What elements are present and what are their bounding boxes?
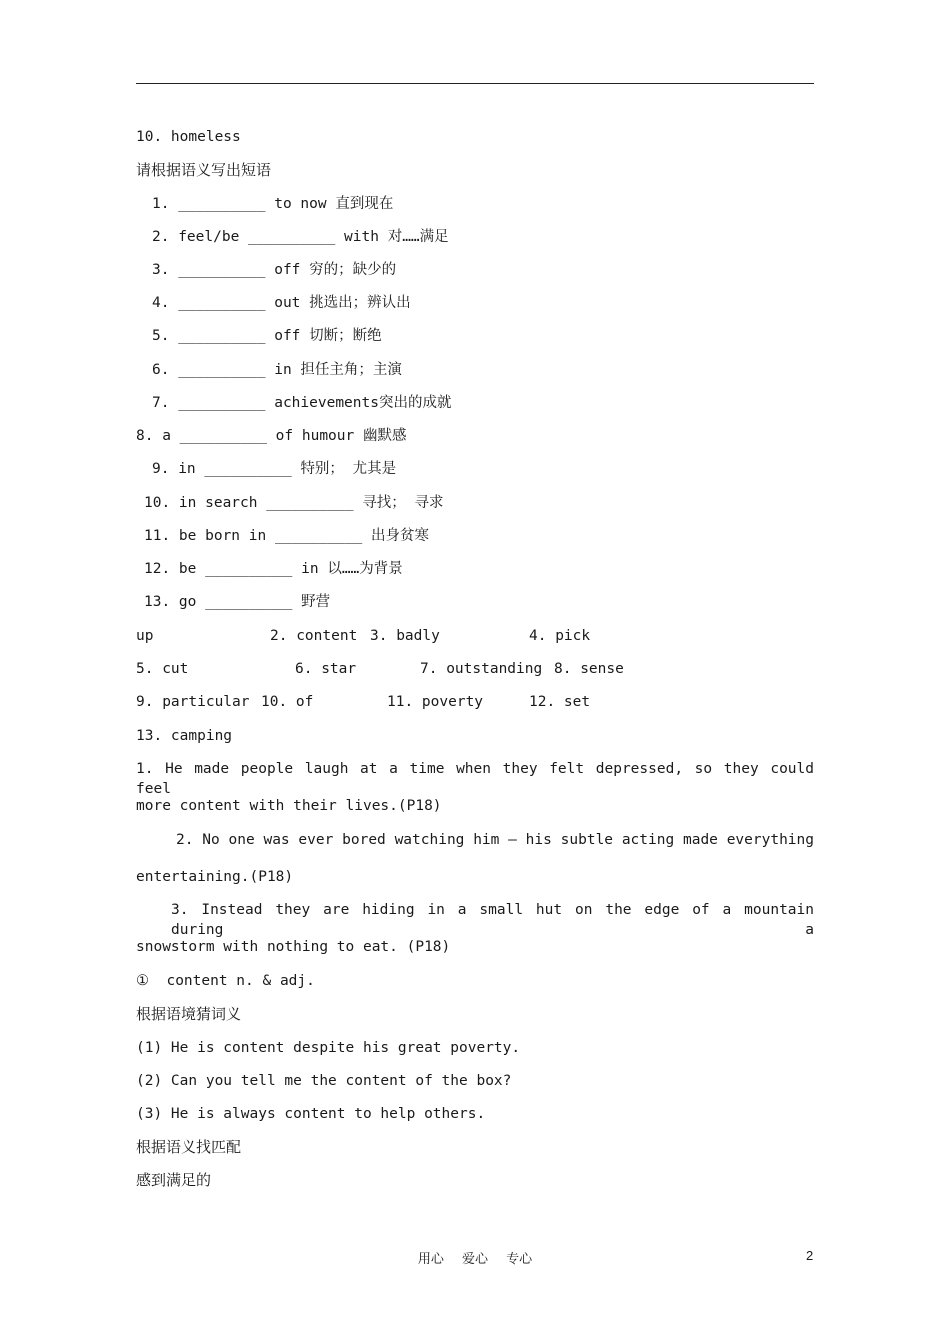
section-instruction-phrases: 请根据语义写出短语 <box>136 161 272 179</box>
guess-meaning-instruction: 根据语境猜词义 <box>136 1005 242 1023</box>
answer-6: 6. star <box>295 661 357 677</box>
header-rule <box>136 83 814 84</box>
phrase-item-4: 4. __________ out 挑选出；辨认出 <box>152 295 411 311</box>
meaning-option-1: 感到满足的 <box>136 1171 212 1189</box>
content-example-3: (3) He is always content to help others. <box>136 1106 486 1122</box>
sentence-3-line-1: 3. Instead they are hiding in a small hut on the edge of a mountain during a <box>171 902 814 938</box>
phrase-item-8: 8. a __________ of humour 幽默感 <box>136 428 407 444</box>
page-number: 2 <box>806 1248 814 1263</box>
sentence-2-line-1: 2. No one was ever bored watching him — his subtle acting made everything <box>176 832 814 848</box>
phrase-item-9: 9. in __________ 特别； 尤其是 <box>152 461 397 477</box>
phrase-item-12: 12. be __________ in 以……为背景 <box>144 561 403 577</box>
answer-7: 7. outstanding <box>420 661 543 677</box>
phrase-item-7: 7. __________ achievements突出的成就 <box>152 395 452 411</box>
answer-2: 2. content <box>270 628 358 644</box>
content-example-2: (2) Can you tell me the content of the box? <box>136 1073 512 1089</box>
sentence-1-line-2: more content with their lives.(P18) <box>136 798 442 814</box>
phrase-item-6: 6. __________ in 担任主角；主演 <box>152 362 402 378</box>
phrase-item-2: 2. feel/be __________ with 对……满足 <box>152 229 449 245</box>
phrase-item-1: 1. __________ to now 直到现在 <box>152 196 394 212</box>
phrase-item-10: 10. in search __________ 寻找； 寻求 <box>144 495 444 511</box>
footer-motto: 用心 爱心 专心 <box>417 1252 533 1267</box>
phrase-item-13: 13. go __________ 野营 <box>144 594 331 610</box>
answer-4: 4. pick <box>529 628 591 644</box>
answer-13: 13. camping <box>136 728 233 744</box>
phrase-item-5: 5. __________ off 切断；断绝 <box>152 328 382 344</box>
answer-3: 3. badly <box>370 628 440 644</box>
content-word-heading: ① content n. & adj. <box>136 973 315 989</box>
sentence-3-line-2: snowstorm with nothing to eat. (P18) <box>136 939 451 955</box>
item-10-homeless: 10. homeless <box>136 129 241 145</box>
sentence-2-line-2: entertaining.(P18) <box>136 869 294 885</box>
answer-12: 12. set <box>529 694 591 710</box>
answer-9: 9. particular <box>136 694 250 710</box>
answer-8: 8. sense <box>554 661 624 677</box>
answer-10: 10. of <box>261 694 314 710</box>
content-example-1: (1) He is content despite his great poverty. <box>136 1040 521 1056</box>
phrase-item-11: 11. be born in __________ 出身贫寒 <box>144 528 429 544</box>
sentence-1-line-1: 1. He made people laugh at a time when they felt depressed, so they could feel <box>136 761 814 797</box>
match-meaning-instruction: 根据语义找匹配 <box>136 1138 242 1156</box>
answer-1: up <box>136 628 154 644</box>
phrase-item-3: 3. __________ off 穷的；缺少的 <box>152 262 397 278</box>
answer-5: 5. cut <box>136 661 189 677</box>
answer-11: 11. poverty <box>387 694 484 710</box>
